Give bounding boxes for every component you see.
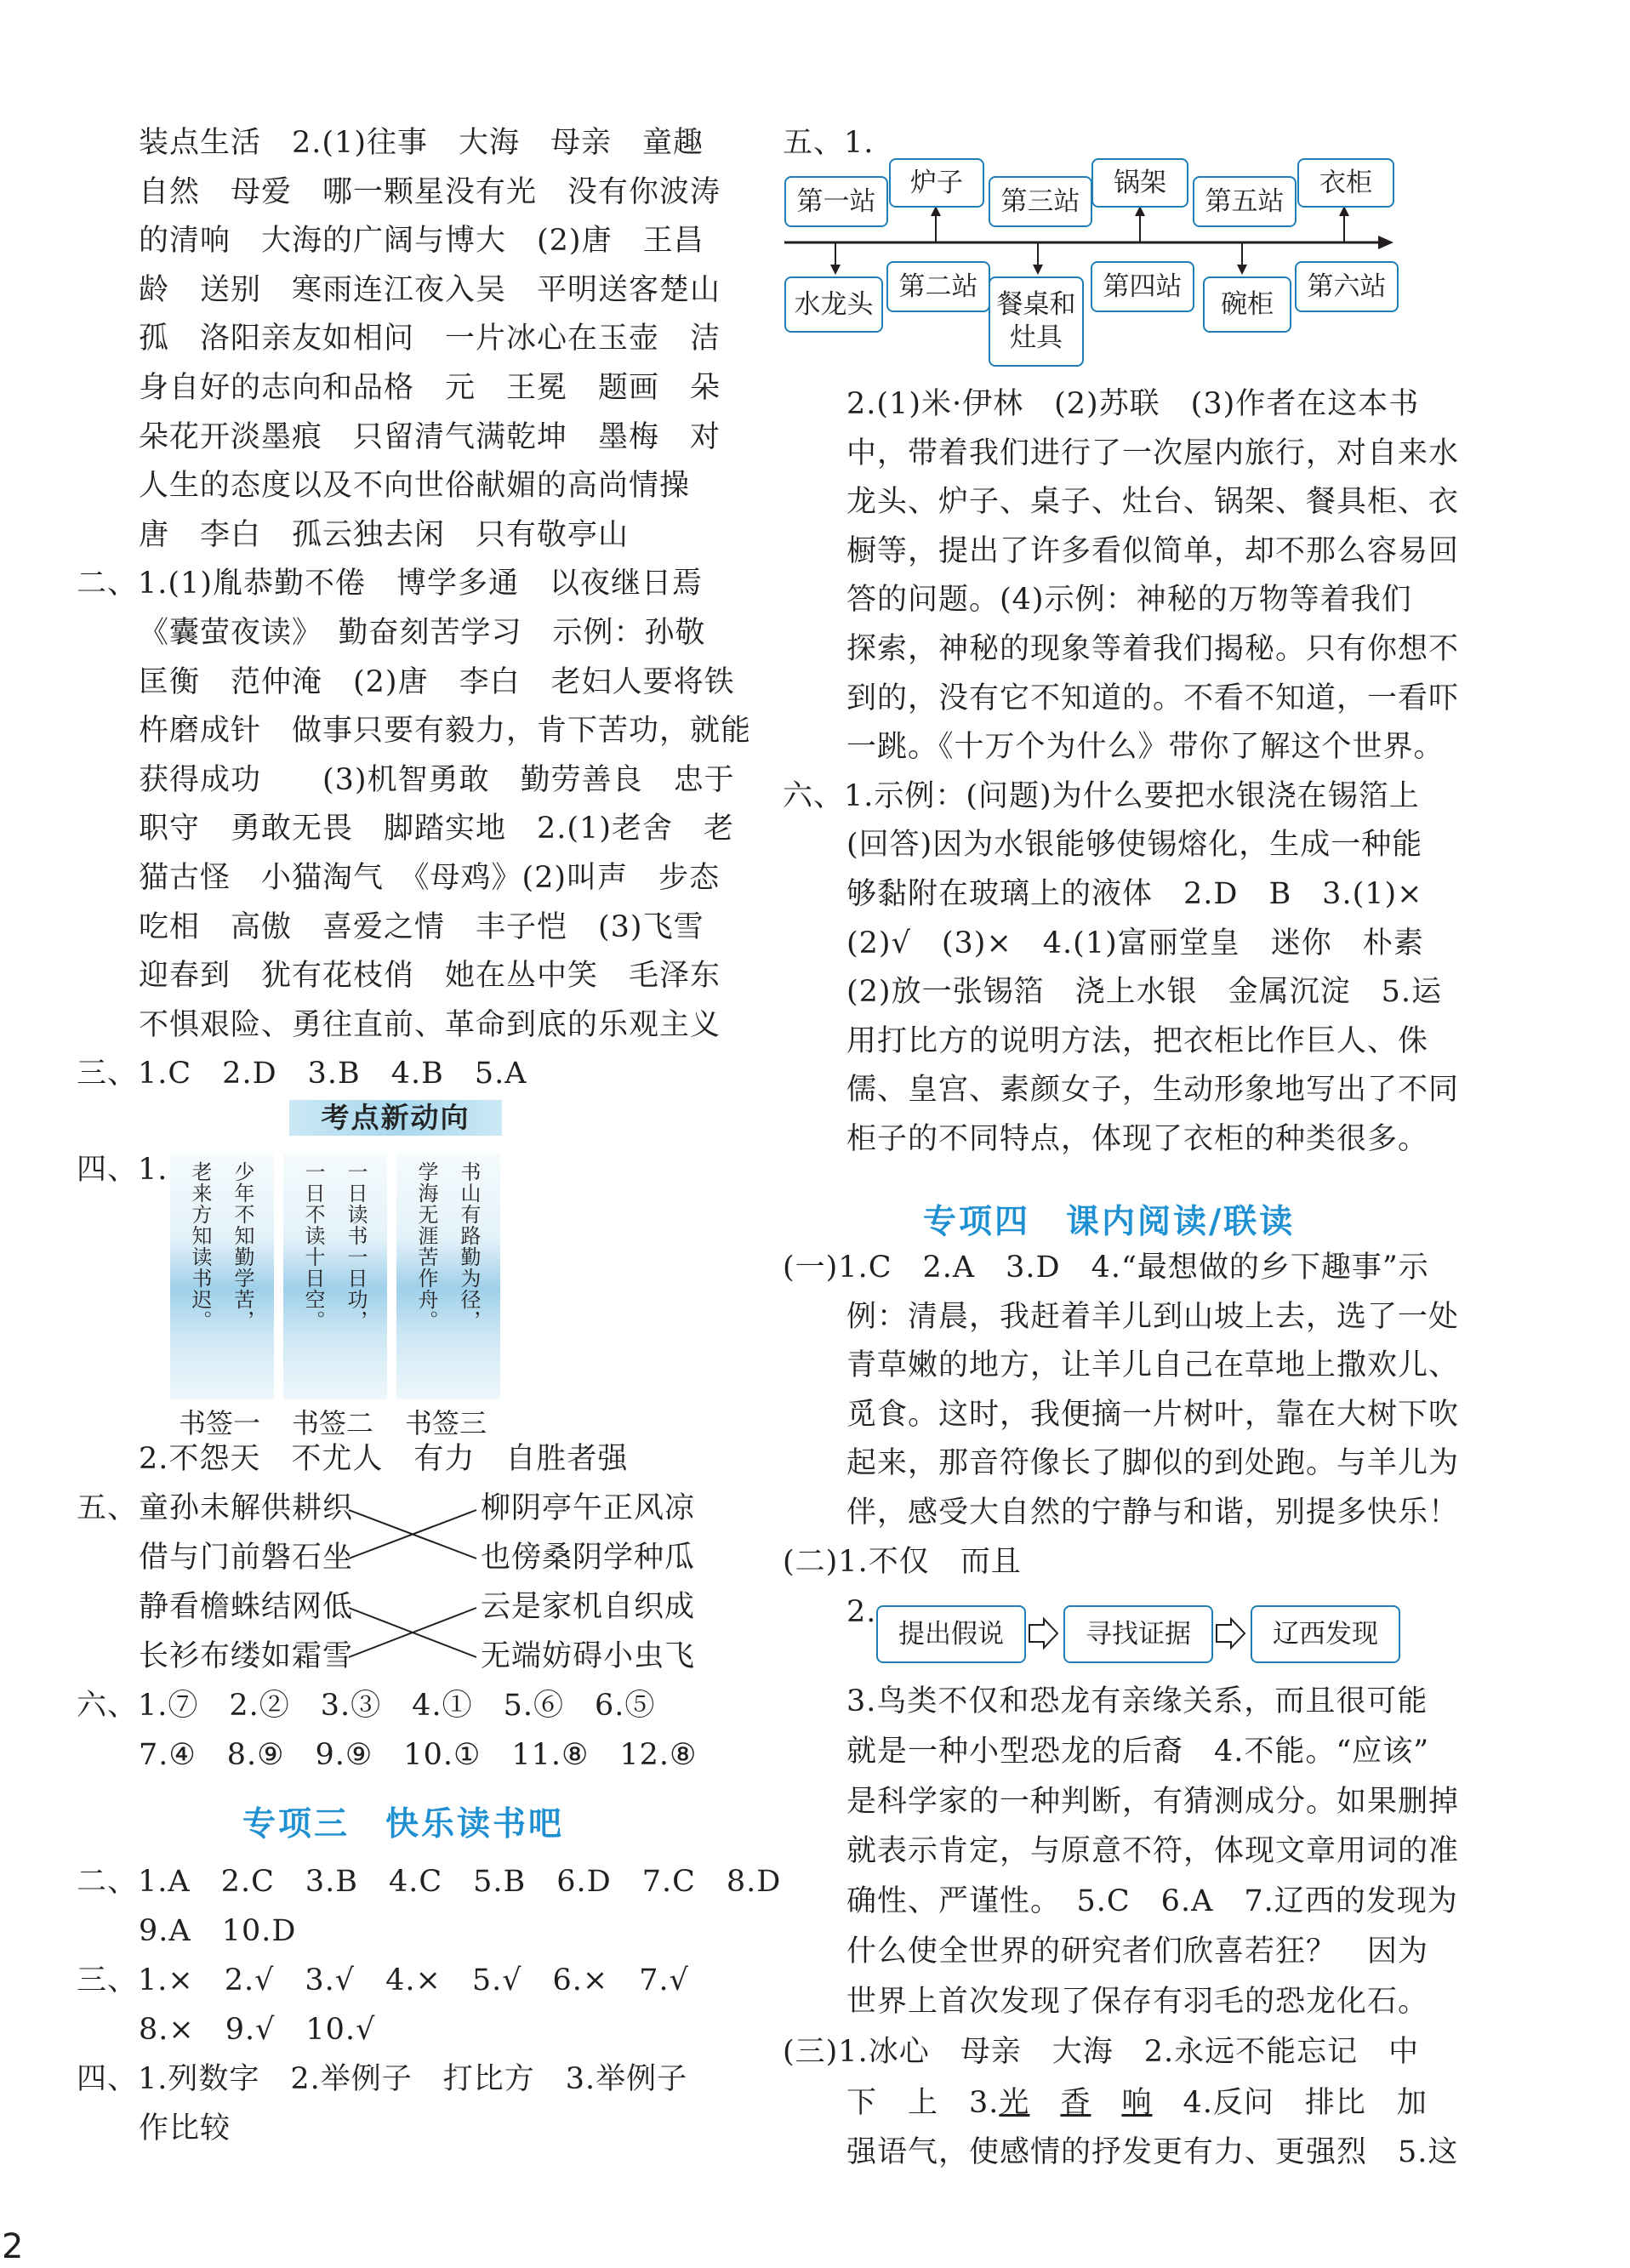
liu-line-2: 7.④ 8.⑨ 9.⑨ 10.① 11.⑧ 12.⑧ xyxy=(139,1738,698,1772)
s3-line-4: 8.× 9.√ 10.√ xyxy=(139,2013,376,2047)
left-lines-18: 迎春到 犹有花枝俏 她在丛中笑 毛泽东 xyxy=(139,959,721,994)
last-line-suffix: 4.反问 排比 加 xyxy=(1152,2086,1428,2120)
right-lines-c-1: 3.鸟类不仅和恐龙有亲缘关系，而且很可能 xyxy=(846,1684,1428,1718)
right-lines-a-15: 儒、皇宫、素颜女子，生动形象地写出了不同 xyxy=(846,1073,1460,1108)
left-lines-10: 二、1.(1)胤恭勤不倦 博学多通 以夜继日焉 xyxy=(77,567,703,601)
right-lines-a-13: (2)放一张锡箔 浇上水银 金属沉淀 5.运 xyxy=(846,975,1442,1010)
s3-line-3: 三、1.× 2.√ 3.√ 4.× 5.√ 6.× 7.√ xyxy=(77,1963,689,1997)
right-lines-b-1: (一)1.C 2.A 3.D 4.“最想做的乡下趣事”示 xyxy=(783,1251,1429,1285)
right-lines-a-7: 到的，没有它不知道的。不看不知道，一看吓 xyxy=(846,681,1460,715)
final-line: 强语气，使感情的抒发更有力、更强烈 5.这 xyxy=(846,2135,1459,2169)
left-lines-19: 不惧艰险、勇往直前、革命到底的乐观主义 xyxy=(139,1007,721,1042)
left-lines-11: 《囊萤夜读》 勤奋刻苦学习 示例：孙敬 xyxy=(139,616,706,650)
right-lines-b-5: 起来，那音符像长了脚似的到处跑。与羊儿为 xyxy=(846,1446,1460,1481)
match-right-1: 柳阴亭午正风凉 xyxy=(481,1491,696,1525)
underlined-char-1: 光 xyxy=(999,2086,1030,2120)
right-lines-a-10: (回答)因为水银能够使锡熔化，生成一种能 xyxy=(846,828,1423,863)
section4-title: 专项四 课内阅读/联读 xyxy=(923,1203,1296,1241)
right-lines-a-5: 答的问题。(4)示例：神秘的万物等着我们 xyxy=(846,583,1412,618)
right-lines-c-2: 就是一种小型恐龙的后裔 4.不能。“应该” xyxy=(846,1734,1430,1769)
match-right-2: 也傍桑阴学种瓜 xyxy=(481,1541,696,1575)
match-left-1: 童孙未解供耕织 xyxy=(139,1491,354,1525)
last-line xyxy=(846,2086,1428,2120)
left-lines-1: 装点生活 2.(1)往事 大海 母亲 童趣 xyxy=(139,126,704,160)
matching-lines xyxy=(340,1497,485,1667)
page-number: 2 xyxy=(2,2227,24,2266)
bookmark-1-col1: 少年不知勤学苦， xyxy=(231,1161,254,1331)
left-lines-16: 猫古怪 小猫淘气 《母鸡》(2)叫声 步态 xyxy=(139,861,721,895)
wu-label: 五、 xyxy=(77,1491,139,1525)
right-wu-label: 五、1. xyxy=(783,126,875,160)
station-1: 第一站 xyxy=(784,176,888,227)
s3-line-6: 作比较 xyxy=(139,2111,231,2145)
left-lines-5: 孤 洛阳亲友如相问 一片冰心在玉壶 洁 xyxy=(139,322,721,356)
flow-arrow-2-icon xyxy=(1214,1616,1248,1650)
right-lines-c-4: 就表示肯定，与原意不符，体现文章用词的准 xyxy=(846,1834,1460,1869)
right-lines-a-1: 2.(1)米·伊林 (2)苏联 (3)作者在这本书 xyxy=(846,387,1420,421)
left-lines-3: 的清响 大海的广阔与博大 (2)唐 王昌 xyxy=(139,224,704,259)
right-lines-a-11: 够黏附在玻璃上的液体 2.D B 3.(1)× xyxy=(846,877,1423,911)
bookmark-3-col2: 学海无涯苦作舟。 xyxy=(414,1161,438,1331)
left-lines-9: 唐 李白 孤云独去闲 只有敬亭山 xyxy=(139,517,630,552)
right-lines-c-8: (三)1.冰心 母亲 大海 2.永远不能忘记 中 xyxy=(783,2034,1420,2069)
right-lines-a-6: 探索，神秘的现象等着我们揭秘。只有你想不 xyxy=(846,632,1460,666)
right-lines-c-3: 是科学家的一种判断，有猜测成分。如果删掉 xyxy=(846,1784,1460,1819)
left-lines-2: 自然 母爱 哪一颗星没有光 没有你波涛 xyxy=(139,174,721,209)
flow-step-1: 提出假说 xyxy=(876,1605,1026,1663)
right-lines-a-8: 一跳。《十万个为什么》带你了解这个世界。 xyxy=(846,730,1445,765)
left-lines-12: 匡衡 范仲淹 (2)唐 李白 老妇人要将铁 xyxy=(139,664,735,699)
left-lines-4: 龄 送别 寒雨连江夜入吴 平明送客楚山 xyxy=(139,272,721,307)
match-left-3: 静看檐蛛结网低 xyxy=(139,1590,354,1624)
bookmark-3-col1: 书山有路勤为径， xyxy=(457,1161,481,1331)
bookmark-3-label: 书签三 xyxy=(405,1407,487,1439)
left-lines-7: 朵花开淡墨痕 只留清气满乾坤 墨梅 对 xyxy=(139,419,721,454)
right-lines-c-6: 什么使全世界的研究者们欣喜若狂？ 因为 xyxy=(846,1935,1429,1969)
bookmark-3 xyxy=(396,1153,500,1399)
item-cupboard: 碗柜 xyxy=(1203,276,1291,333)
match-right-3: 云是家机自织成 xyxy=(481,1590,696,1624)
station-2: 第二站 xyxy=(886,261,990,312)
kaodian-ribbon: 考点新动向 xyxy=(289,1100,502,1136)
item-stove: 炉子 xyxy=(889,158,984,208)
right-lines-a-2: 中，带着我们进行了一次屋内旅行，对自来水 xyxy=(846,436,1460,470)
station-3: 第三站 xyxy=(989,176,1092,227)
right-lines-a-16: 柜子的不同特点，体现了衣柜的种类很多。 xyxy=(846,1122,1429,1156)
flow-step-3: 辽西发现 xyxy=(1251,1605,1400,1663)
right-lines-b-6: 伴，感受大自然的宁静与和谐，别提多快乐！ xyxy=(846,1496,1460,1530)
right-lines-a-4: 橱等，提出了许多看似简单，却不那么容易回 xyxy=(846,533,1460,568)
right-lines-c-5: 确性、严谨性。 5.C 6.A 7.辽西的发现为 xyxy=(846,1884,1458,1919)
flow-step-2: 寻找证据 xyxy=(1063,1605,1213,1663)
s3-line-2: 9.A 10.D xyxy=(139,1914,297,1948)
bookmark-2-col2: 一日不读十日空。 xyxy=(301,1161,325,1331)
left-lines-13: 杵磨成针 做事只要有毅力，肯下苦功，就能 xyxy=(139,714,752,749)
left-lines-8: 人生的态度以及不向世俗献媚的高尚情操 xyxy=(139,469,691,504)
right-lines-a-3: 龙头、炉子、桌子、灶台、锅架、餐具柜、衣 xyxy=(846,485,1460,520)
match-left-2: 借与门前磐石坐 xyxy=(139,1541,354,1575)
match-right-4: 无端妨碍小虫飞 xyxy=(481,1639,696,1673)
underlined-char-2: 香 xyxy=(1060,2086,1091,2120)
section3-title: 专项三 快乐读书吧 xyxy=(242,1805,565,1843)
bookmark-1-col2: 老来方知读书迟。 xyxy=(188,1161,212,1331)
bookmark-1 xyxy=(170,1153,274,1399)
flow-label: 2. xyxy=(846,1595,877,1629)
s3-line-1: 二、1.A 2.C 3.B 4.C 5.B 6.D 7.C 8.D xyxy=(77,1865,782,1899)
station-6: 第六站 xyxy=(1295,261,1399,312)
liu-line-1: 六、1.⑦ 2.② 3.③ 4.① 5.⑥ 6.⑤ xyxy=(77,1689,656,1723)
underlined-char-3: 响 xyxy=(1121,2086,1153,2120)
right-lines-b-3: 青草嫩的地方，让羊儿自己在草地上撒欢儿、 xyxy=(846,1348,1460,1383)
left-lines-20: 三、1.C 2.D 3.B 4.B 5.A xyxy=(77,1057,527,1091)
right-lines-b-2: 例：清晨，我赶着羊儿到山坡上去，选了一处 xyxy=(846,1299,1460,1334)
right-lines-c-7: 世界上首次发现了保存有羽毛的恐龙化石。 xyxy=(846,1984,1429,2019)
left-lines-17: 吃相 高傲 喜爱之情 丰子恺 (3)飞雪 xyxy=(139,909,704,944)
right-lines-a-12: (2)√ (3)× 4.(1)富丽堂皇 迷你 朴素 xyxy=(846,926,1424,960)
right-lines-a-14: 用打比方的说明方法，把衣柜比作巨人、侏 xyxy=(846,1023,1429,1058)
item-wardrobe: 衣柜 xyxy=(1297,158,1394,208)
s3-line-5: 四、1.列数字 2.举例子 打比方 3.举例子 xyxy=(77,2062,688,2096)
item-table-stove: 餐桌和灶具 xyxy=(989,276,1084,367)
bookmark-2-label: 书签二 xyxy=(292,1407,374,1439)
station-5: 第五站 xyxy=(1193,176,1297,227)
left-lines-15: 职守 勇敢无畏 脚踏实地 2.(1)老舍 老 xyxy=(139,812,734,846)
right-lines-b-4: 觅食。这时，我便摘一片树叶，靠在大树下吹 xyxy=(846,1397,1460,1432)
item-faucet: 水龙头 xyxy=(784,276,883,333)
bookmark-2-col1: 一日读书一日功， xyxy=(344,1161,368,1331)
match-left-4: 长衫布缕如霜雪 xyxy=(139,1639,354,1673)
si-label: 四、1. xyxy=(77,1153,168,1187)
station-4: 第四站 xyxy=(1091,261,1194,312)
si-2-answer: 2.不怨天 不尤人 有力 自胜者强 xyxy=(139,1442,629,1476)
flow-arrow-1-icon xyxy=(1027,1616,1061,1650)
bookmark-1-label: 书签一 xyxy=(179,1407,261,1439)
item-pot-rack: 锅架 xyxy=(1091,158,1188,208)
left-lines-6: 身自好的志向和品格 元 王冕 题画 朵 xyxy=(139,371,721,405)
last-line-prefix: 下 上 3. xyxy=(846,2086,1000,2120)
left-lines-14: 获得成功 (3)机智勇敢 勤劳善良 忠于 xyxy=(139,762,735,797)
bookmark-2 xyxy=(283,1153,387,1399)
right-lines-a-9: 六、1.示例：(问题)为什么要把水银浇在锡箔上 xyxy=(783,778,1420,813)
right-lines-b-7: (二)1.不仅 而且 xyxy=(783,1544,1022,1579)
